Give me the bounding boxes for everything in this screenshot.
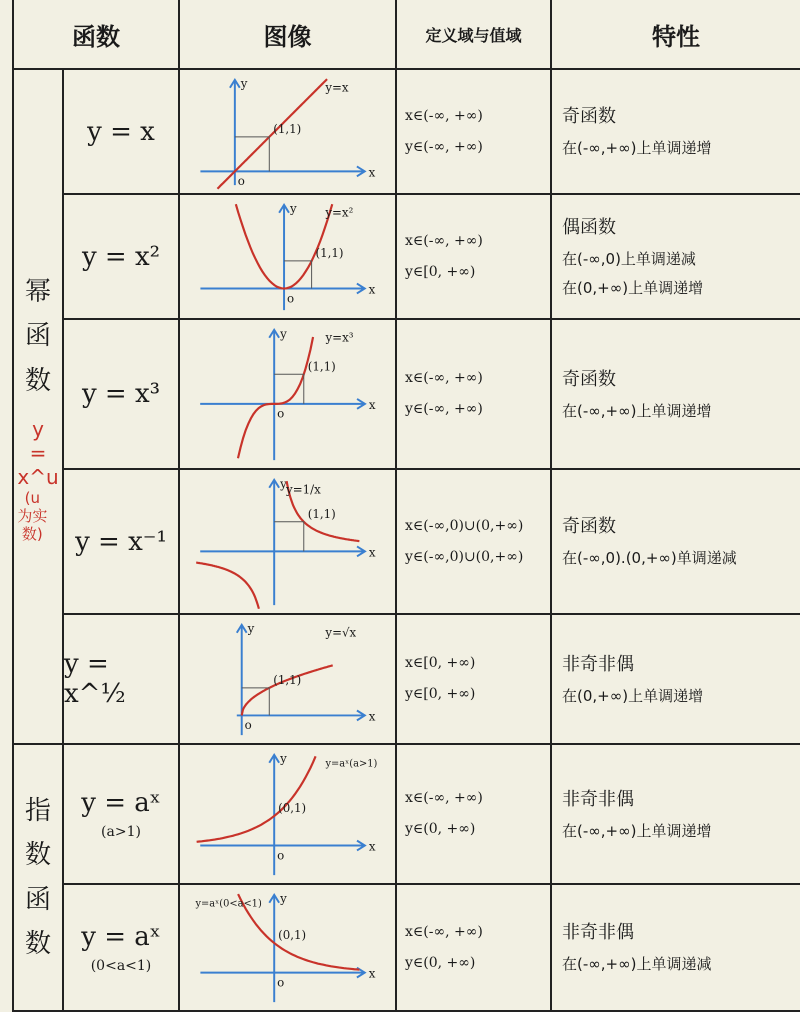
property-line: 在(-∞,0).(0,+∞)单调递减 — [562, 549, 737, 568]
curve-label: y=√x — [325, 625, 357, 640]
section-title-char: 函 — [24, 321, 51, 352]
origin-label: o — [287, 291, 295, 306]
graph-cell — [180, 320, 397, 470]
header-domain-range: 定义域与值域 — [397, 0, 552, 70]
graph-cell — [180, 615, 397, 745]
domain-range-cell — [397, 885, 552, 1012]
y-axis-label: y — [289, 201, 297, 216]
range: y∈(0, +∞) — [405, 954, 476, 971]
function-formula: y = aˣ — [81, 788, 161, 818]
y-axis-label: y — [280, 751, 287, 766]
properties-cell — [552, 320, 800, 470]
domain: x∈[0, +∞) — [405, 655, 476, 672]
range: y∈(-∞, +∞) — [405, 401, 483, 417]
point-label: (1,1) — [273, 121, 302, 136]
y-axis-label: y — [280, 476, 287, 491]
domain: x∈(-∞, +∞) — [405, 232, 483, 249]
x-axis-label: x — [368, 709, 376, 724]
range: y∈[0, +∞) — [405, 263, 476, 280]
section-title-char: 数 — [24, 928, 51, 959]
range: y∈(-∞,0)∪(0,+∞) — [405, 548, 524, 565]
function-cell — [64, 885, 180, 1012]
property-line: 在(-∞,+∞)上单调递减 — [562, 955, 712, 974]
x-axis-label: x — [368, 839, 376, 854]
property-line: 奇函数 — [562, 106, 616, 128]
function-cell — [64, 745, 180, 885]
function-curve — [238, 337, 313, 458]
property-line: 奇函数 — [562, 368, 616, 390]
origin-label: o — [277, 406, 285, 421]
domain-range-cell — [397, 70, 552, 195]
graph-cell — [180, 885, 397, 1012]
graph-cell — [180, 195, 397, 320]
function-formula: y = x^½ — [64, 649, 126, 709]
y-axis-label: y — [240, 76, 248, 91]
reference-guide — [274, 522, 304, 552]
curve-label: y=aˣ(0<a<1) — [195, 898, 262, 910]
y-axis-label: y — [280, 891, 287, 906]
domain-range-cell — [397, 320, 552, 470]
graph-cell — [180, 745, 397, 885]
range: y∈[0, +∞) — [405, 686, 476, 702]
formula-part: y — [32, 416, 44, 441]
property-line: 偶函数 — [562, 216, 616, 238]
function-graph — [180, 615, 395, 743]
function-formula: y = x³ — [81, 379, 161, 409]
point-label: (0,1) — [278, 928, 307, 943]
domain-range-cell — [397, 470, 552, 615]
point-label: (1,1) — [315, 245, 344, 260]
property-line: 非奇非偶 — [562, 653, 634, 675]
domain: x∈(-∞, +∞) — [405, 790, 483, 807]
property-line: 在(0,+∞)上单调递增 — [562, 278, 704, 297]
property-line: 在(-∞,+∞)上单调递增 — [562, 401, 712, 420]
function-graph — [180, 745, 395, 883]
function-cell — [64, 70, 180, 195]
domain: x∈(-∞, +∞) — [405, 107, 483, 124]
function-graph — [180, 70, 395, 193]
function-formula: y = x² — [81, 241, 161, 272]
section-title-char: 函 — [24, 884, 51, 915]
range: y∈(0, +∞) — [405, 821, 476, 837]
property-line: 非奇非偶 — [562, 788, 634, 810]
formula-part: x^u — [17, 464, 59, 489]
section-power-functions — [14, 70, 64, 745]
origin-label: o — [237, 174, 245, 189]
y-axis-label: y — [280, 326, 287, 341]
x-axis-label: x — [368, 966, 376, 981]
function-condition: (0<a<1) — [90, 957, 152, 974]
function-graph — [180, 470, 395, 613]
formula-part: = — [29, 440, 47, 465]
property-line: 奇函数 — [562, 516, 616, 538]
function-condition: (a>1) — [101, 824, 141, 840]
x-axis-label: x — [368, 165, 376, 180]
domain: x∈(-∞, +∞) — [405, 923, 483, 940]
header-properties: 特性 — [552, 0, 800, 70]
properties-cell — [552, 70, 800, 195]
curve-label: y=x — [325, 80, 349, 95]
curve-label: y=aˣ(a>1) — [325, 758, 378, 770]
graph-cell — [180, 470, 397, 615]
function-table — [12, 0, 800, 1012]
y-axis-label: y — [247, 621, 255, 636]
reference-guide — [284, 261, 312, 289]
x-axis-label: x — [368, 545, 376, 560]
properties-cell — [552, 885, 800, 1012]
section-title-char: 数 — [24, 365, 51, 396]
domain: x∈(-∞, +∞) — [405, 370, 483, 387]
function-cell — [64, 615, 180, 745]
origin-label: o — [277, 848, 285, 863]
header-graph: 图像 — [180, 0, 397, 70]
function-graph — [180, 885, 395, 1010]
properties-cell — [552, 745, 800, 885]
property-line: 非奇非偶 — [562, 922, 634, 944]
point-label: (0,1) — [278, 801, 307, 816]
function-formula: y = x⁻¹ — [75, 526, 167, 557]
function-formula: y = aˣ — [81, 921, 161, 952]
function-cell — [64, 195, 180, 320]
function-curve — [197, 756, 316, 841]
function-graph — [180, 320, 395, 468]
function-formula: y = x — [87, 116, 155, 147]
section-exponential-functions — [14, 745, 64, 1012]
header-function: 函数 — [14, 0, 180, 70]
reference-guide — [242, 688, 270, 716]
properties-cell — [552, 615, 800, 745]
domain-range-cell — [397, 615, 552, 745]
properties-cell — [552, 470, 800, 615]
section-title-char: 数 — [24, 840, 51, 871]
range: y∈(-∞, +∞) — [405, 138, 483, 155]
section-title-char: 幂 — [24, 277, 51, 308]
origin-label: o — [277, 975, 285, 990]
curve-label: y=1/x — [286, 482, 321, 497]
function-curve — [196, 563, 259, 609]
curve-label: y=x³ — [325, 330, 354, 345]
property-line: 在(-∞,+∞)上单调递增 — [562, 821, 712, 840]
x-axis-label: x — [368, 282, 376, 297]
formula-part: (u为实数) — [17, 488, 48, 543]
origin-label: o — [244, 718, 252, 733]
property-line: 在(0,+∞)上单调递增 — [562, 686, 704, 705]
power-general-formula — [17, 417, 58, 543]
properties-cell — [552, 195, 800, 320]
property-line: 在(-∞,0)上单调递减 — [562, 250, 696, 269]
domain-range-cell — [397, 745, 552, 885]
function-cell — [64, 470, 180, 615]
x-axis-label: x — [368, 397, 376, 412]
curve-label: y=x² — [325, 205, 354, 220]
point-label: (1,1) — [307, 506, 336, 521]
point-label: (1,1) — [307, 359, 336, 374]
domain-range-cell — [397, 195, 552, 320]
function-cell — [64, 320, 180, 470]
property-line: 在(-∞,+∞)上单调递增 — [562, 139, 712, 158]
function-graph — [180, 195, 395, 318]
section-title-char: 指 — [24, 796, 51, 827]
domain: x∈(-∞,0)∪(0,+∞) — [405, 517, 524, 534]
graph-cell — [180, 70, 397, 195]
point-label: (1,1) — [273, 672, 302, 687]
